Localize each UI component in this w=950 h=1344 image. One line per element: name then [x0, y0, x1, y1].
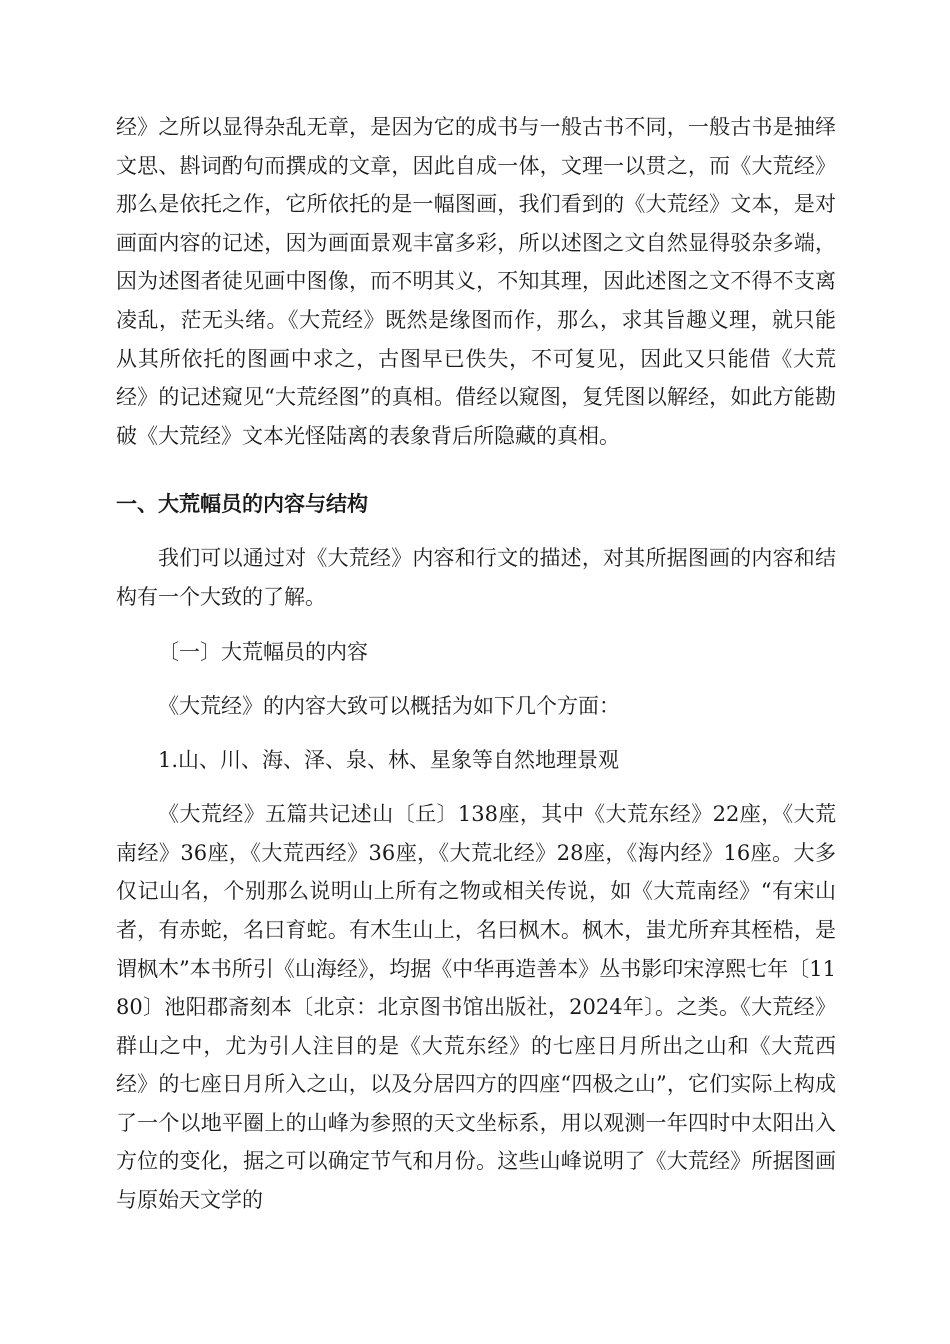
subsection-heading: 〔一〕大荒幅员的内容 [158, 639, 368, 664]
paragraph-mountains: 《大荒经》五篇共记述山〔丘〕138座，其中《大荒东经》22座，《大荒南经》36座，《大荒西经》36座，《大荒北经》28座，《海内经》16座。大多仅记山名，个别那么说明山上所有之物或相关传说，如《大荒南经》“有宋山者，有赤蛇，名曰育蛇。有木生山上，名曰枫木。枫木，蚩尤所弃其桎梏，是谓枫木”本书所引《山海经》，均据《中华再造善本》丛书影印宋淳熙七年〔1180〕池阳郡斋刻本〔北京：北京图书馆出版社，2024年〕。之类。《大荒经》群山之中，尤为引人注目的是《大荒东经》的七座日月所出之山和《大荒西经》的七座日月所入之山，以及分居四方的四座“四极之山”，它们实际上构成了一个以地平圈上的山峰为参照的天文坐标系，用以观测一年四时中太阳出入方位的变化，据之可以确定节气和月份。这些山峰说明了《大荒经》所据图画与原始天文学的 [116, 802, 836, 1213]
section-heading: 一、大荒幅员的内容与结构 [116, 492, 368, 517]
spacer [116, 779, 836, 795]
list-item-heading: 1.山、川、海、泽、泉、林、星象等自然地理景观 [158, 748, 620, 773]
paragraph-intro: 经》之所以显得杂乱无章，是因为它的成书与一般古书不同，一般古书是抽绎文思、斟词酌句而撰成的文章，因此自成一体，文理一以贯之，而《大荒经》那么是依托之作，它所依托的是一幅图画，我们看到的《大荒经》文本，是对画面内容的记述，因为画面景观丰富多彩，所以述图之文自然显得驳杂多端，因为述图者徒见画中图像，而不明其义，不知其理，因此述图之文不得不支离凌乱，茫无头绪。《大荒经》既然是缘图而作，那么，求其旨趣义理，就只能从其所依托的图画中求之，古图早已佚失，不可复见，因此又只能借《大荒经》的记述窥见“大荒经图”的真相。借经以窥图，复凭图以解经，如此方能勘破《大荒经》文本光怪陆离的表象背后所隐藏的真相。 [116, 115, 836, 448]
paragraph-content-summary: 《大荒经》的内容大致可以概括为如下几个方面： [158, 693, 620, 718]
spacer [116, 725, 836, 741]
spacer [116, 671, 836, 687]
spacer [116, 523, 836, 539]
document-page [116, 108, 836, 1220]
paragraph-section-intro: 我们可以通过对《大荒经》内容和行文的描述，对其所据图画的内容和结构有一个大致的了解。 [116, 546, 836, 609]
spacer [116, 617, 836, 633]
spacer [116, 455, 836, 485]
